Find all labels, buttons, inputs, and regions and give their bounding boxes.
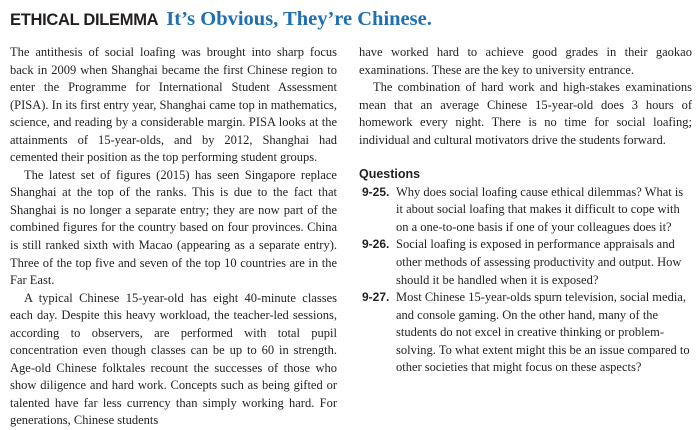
question-text: Why does social loafing cause ethical dilemmas? What is it about social loafing that makes it difficult to cope with on a one-to-one basis if one of your colleagues does it? <box>396 184 684 234</box>
ethical-dilemma-label: ETHICAL DILEMMA <box>10 11 159 29</box>
question-number: 9-27. <box>362 290 390 305</box>
left-column <box>10 44 337 430</box>
question-item <box>359 289 692 377</box>
box-header <box>10 7 432 33</box>
body-paragraph: The latest set of figures (2015) has seen Singapore replace Shanghai at the top of the ranks. This is due to the fact that Shanghai is no longer a separate entry; they are now part of the combined figures for the country based on four provinces. China is still ranked sixth with Macao (appearing as a separate entry). Three of the top five and seven of the top 10 countries are in the Far East. <box>10 167 337 288</box>
question-number: 9-25. <box>362 184 390 199</box>
body-paragraph: have worked hard to achieve good grades in their gaokao examinations. These are the key to university entrance. <box>359 45 692 77</box>
question-text: Social loafing is exposed in performance appraisals and other methods of assessing productivity and output. How should it be handled when it is exposed? <box>396 237 682 287</box>
question-number: 9-26. <box>362 237 390 252</box>
question-item <box>359 236 692 289</box>
body-paragraph: A typical Chinese 15-year-old has eight 40-minute classes each day. Despite this heavy workload, the teacher-led sessions, according to observers, are performed with total pupil concentration even though classes can be up to 60 in strength. Age-old Chinese folktales recount the successes of those who show diligence and hard work. Concepts such as being gifted or talented have far less currency than simply working hard. For generations, Chinese students <box>10 290 337 428</box>
box-title: It’s Obvious, They’re Chinese. <box>166 8 432 30</box>
question-item <box>359 184 692 237</box>
question-text: Most Chinese 15-year-olds spurn television, social media, and console gaming. On the other hand, many of the students do not excel in creative thinking or problem-solving. To what extent might this be an issue compared to other societies that might focus on these aspects? <box>396 290 690 375</box>
right-column <box>359 44 692 377</box>
questions-section <box>359 166 692 377</box>
body-paragraph: The antithesis of social loafing was brought into sharp focus back in 2009 when Shanghai became the first Chinese region to enter the Programme for International Student Assessment (PISA). In its first entry year, Shanghai came top in mathematics, science, and reading by a considerable margin. PISA looks at the attainments of 15-year-olds, and by 2012, Shanghai had cemented their position as the top performing student groups. <box>10 45 337 165</box>
body-paragraph: The combination of hard work and high-stakes examinations mean that an average Chinese 15-year-old does 3 hours of homework every night. There is no time for social loafing; individual and cultural motivators drive the students forward. <box>359 80 692 147</box>
questions-heading: Questions <box>359 167 421 182</box>
